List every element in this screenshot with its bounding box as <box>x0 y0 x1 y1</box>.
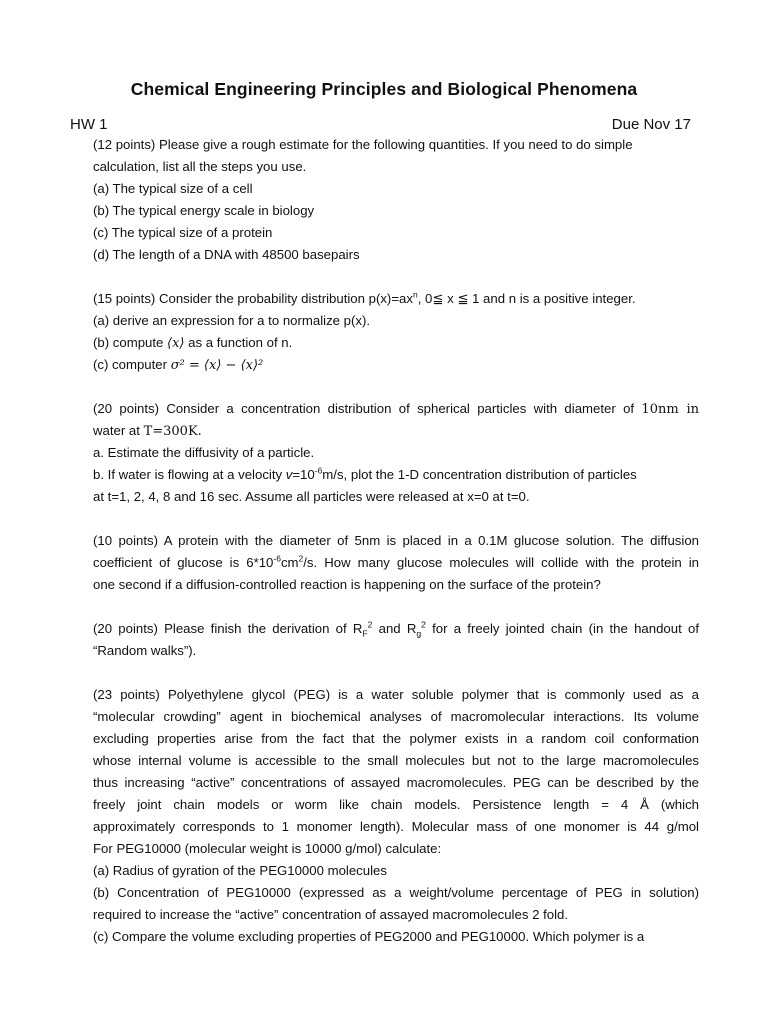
question-text: (20 points) Please finish the derivation of $R_F^2$ and $R_g^2$ for a freely jointed chain (in the handout of <box>93 619 699 639</box>
question-text: freely joint chain models or worm like chain models. Persistence length = 4 Å (which <box>93 797 699 812</box>
question-text: (12 points) Please give a rough estimate for the following quantities. If you need to do simple <box>93 137 633 152</box>
question-text: (23 points) Polyethylene glycol (PEG) is a water soluble polymer that is commonly used as a <box>93 687 699 702</box>
sub-question: (b) The typical energy scale in biology <box>93 203 315 218</box>
question-4 <box>93 530 699 596</box>
sub-question: (a) derive an expression for a to normalize p(x). <box>93 313 371 328</box>
sub-question: required to increase the “active” concentration of assayed macromolecules 2 fold. <box>93 907 568 922</box>
question-text: approximately corresponds to 1 monomer length). Molecular mass of one monomer is 44 g/mol <box>93 819 699 834</box>
sub-question: (c) computer σ² = ⟨x⟩ − ⟨x⟩² <box>93 357 264 373</box>
question-list <box>93 134 699 948</box>
question-text: “molecular crowding” agent in biochemical analyses of macromolecular interactions. Its volume <box>93 709 699 724</box>
question-text: thus increasing “active” concentrations of assayed macromolecules. PEG can be described by the <box>93 775 699 790</box>
question-3 <box>93 398 699 508</box>
question-text: calculation, list all the steps you use. <box>93 159 307 174</box>
math-expression: ⟨x⟩ <box>167 336 185 351</box>
question-text: (10 points) A protein with the diameter of 5nm is placed in a 0.1M glucose solution. The diffusion <box>93 533 699 548</box>
sub-question: (b) Concentration of PEG10000 (expressed as a weight/volume percentage of PEG in solution) <box>93 885 699 900</box>
question-text: whose internal volume is accessible to the small molecules but not to the large macromolecules <box>93 753 699 768</box>
sub-question: a. Estimate the diffusivity of a particle. <box>93 445 315 460</box>
question-5 <box>93 618 699 662</box>
sub-question: (c) Compare the volume excluding properties of PEG2000 and PEG10000. Which polymer is a <box>93 929 645 944</box>
question-text: For PEG10000 (molecular weight is 10000 g/mol) calculate: <box>93 841 442 856</box>
question-text: (15 points) Consider the probability distribution $p(x)=ax^n$, 0≦ x ≦ 1 and n is a positive integer. <box>93 289 636 306</box>
question-text: water at T=300K. <box>93 423 202 439</box>
question-text: (20 points) Consider a concentration distribution of spherical particles with diameter of 10nm in <box>93 401 700 417</box>
question-1 <box>93 134 699 266</box>
sub-question: (d) The length of a DNA with 48500 basepairs <box>93 247 360 262</box>
sub-question: (c) The typical size of a protein <box>93 225 273 240</box>
homework-label: HW 1 <box>70 116 108 133</box>
math-expression: σ² = ⟨x⟩ − ⟨x⟩² <box>170 358 264 373</box>
question-text: excluding properties arise from the fact that the polymer exists in a random coil conformation <box>93 731 699 746</box>
question-text: one second if a diffusion-controlled reaction is happening on the surface of the protein? <box>93 577 601 592</box>
question-text: coefficient of glucose is $6*10^{-6}cm^2/s$. How many glucose molecules will collide with the protein in <box>93 553 699 570</box>
question-text: “Random walks”). <box>93 643 197 658</box>
due-date: Due Nov 17 <box>611 116 691 133</box>
question-6 <box>93 684 699 948</box>
question-2 <box>93 288 699 376</box>
sub-question: at t=1, 2, 4, 8 and 16 sec. Assume all particles were released at x=0 at t=0. <box>93 489 530 504</box>
document-title: Chemical Engineering Principles and Biological Phenomena <box>130 79 638 99</box>
sub-question: (a) The typical size of a cell <box>93 181 253 196</box>
sub-question: b. If water is flowing at a velocity $v=10^{-6}m/s$, plot the 1-D concentration distribution of particles <box>93 465 637 482</box>
sub-question: (b) compute ⟨x⟩ as a function of n. <box>93 335 293 351</box>
sub-question: (a) Radius of gyration of the PEG10000 molecules <box>93 863 387 878</box>
